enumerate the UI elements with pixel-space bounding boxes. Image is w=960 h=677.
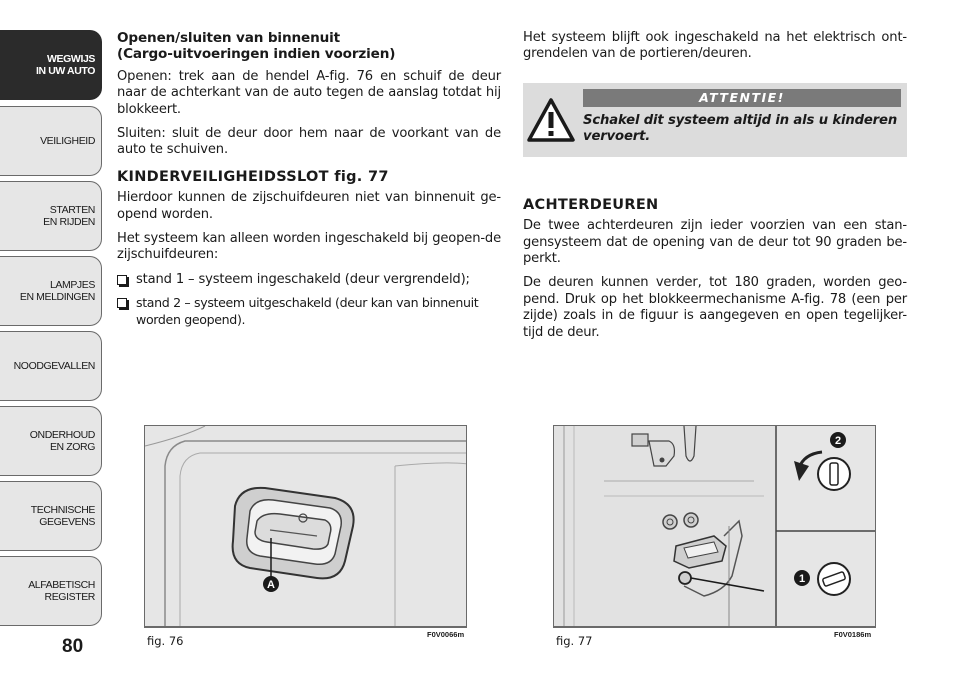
figure-77-label-2: 2	[834, 435, 842, 447]
figure-76-code: F0V0066m	[427, 630, 465, 639]
tab-onderhoud[interactable]: ONDERHOUD EN ZORG	[0, 406, 102, 476]
page-number: 80	[62, 636, 84, 657]
figure-77-code: F0V0186m	[834, 630, 872, 639]
figure-76-label-a: A	[267, 579, 275, 591]
list-item-text: stand 1 – systeem ingeschakeld (deur vergrendeld);	[136, 271, 470, 287]
section-title-kinderslot: KINDERVEILIGHEIDSSLOT fig. 77	[117, 168, 389, 185]
list-item	[117, 272, 501, 288]
paragraph-openen: Openen: trek aan de hendel A-fig. 76 en schuif de deur naar de achterkant van de auto tegen de aanslag totdat hij blokkeert.	[117, 68, 501, 117]
figure-77-caption: fig. 77	[556, 634, 593, 648]
checkbox-bullet-icon	[117, 298, 127, 308]
section-title-achterdeuren: ACHTERDEUREN	[523, 196, 659, 213]
list-item-text: stand 2 – systeem uitgeschakeld (deur kan van binnenuit worden geopend).	[136, 295, 479, 327]
paragraph-elektrisch: Het systeem blijft ook ingeschakeld na het elektrisch ont-grendelen van de portieren/deuren.	[523, 30, 907, 62]
paragraph-systeem: Het systeem kan alleen worden ingeschakeld bij geopen-de zijschuifdeuren:	[117, 231, 501, 263]
right-column	[523, 30, 907, 349]
figure-77-rule	[553, 627, 876, 628]
figure-77-label-1: 1	[798, 573, 806, 585]
tab-starten[interactable]: STARTEN EN RIJDEN	[0, 181, 102, 251]
section-heading	[117, 30, 501, 63]
tab-lampjes[interactable]: LAMPJES EN MELDINGEN	[0, 256, 102, 326]
tab-noodgevallen[interactable]: NOODGEVALLEN	[0, 331, 102, 401]
warning-title: ATTENTIE!	[583, 89, 901, 107]
figure-76-rule	[144, 627, 467, 628]
list-item	[117, 295, 501, 328]
warning-triangle-icon	[523, 83, 579, 157]
paragraph-180-graden: De deuren kunnen verder, tot 180 graden, worden geo-pend. Druk op het blokkeermechanisme A-fig. 78 (een per zijde) zoals in de figuur is aangegeven en open tegelijker-tijd de deur.	[523, 275, 907, 340]
paragraph-kinderslot: Hierdoor kunnen de zijschuifdeuren niet van binnenuit ge-opend worden.	[117, 190, 501, 222]
bullet-list	[117, 272, 501, 328]
paragraph-stangensysteem: De twee achterdeuren zijn ieder voorzien van een stan-gensysteem dat de opening van de deur tot 90 graden be-perkt.	[523, 218, 907, 267]
tab-technische[interactable]: TECHNISCHE GEGEVENS	[0, 481, 102, 551]
checkbox-bullet-icon	[117, 275, 127, 285]
warning-text: Schakel dit systeem altijd in als u kinderen vervoert.	[583, 112, 898, 144]
warning-box	[523, 83, 907, 157]
figure-76-illustration	[144, 425, 467, 627]
chapter-sidebar	[0, 0, 102, 630]
tab-alfabetisch[interactable]: ALFABETISCH REGISTER	[0, 556, 102, 626]
left-column	[117, 30, 501, 335]
figure-77-illustration	[553, 425, 876, 627]
tab-veiligheid[interactable]: VEILIGHEID	[0, 106, 102, 176]
warning-body	[579, 83, 907, 157]
heading-line-1: Openen/sluiten van binnenuit	[117, 30, 340, 46]
figure-76-caption: fig. 76	[147, 634, 184, 648]
heading-line-2: (Cargo-uitvoeringen indien voorzien)	[117, 46, 396, 63]
tab-wegwijs[interactable]: WEGWIJS IN UW AUTO	[0, 30, 102, 100]
paragraph-sluiten: Sluiten: sluit de deur door hem naar de voorkant van de auto te schuiven.	[117, 126, 501, 158]
